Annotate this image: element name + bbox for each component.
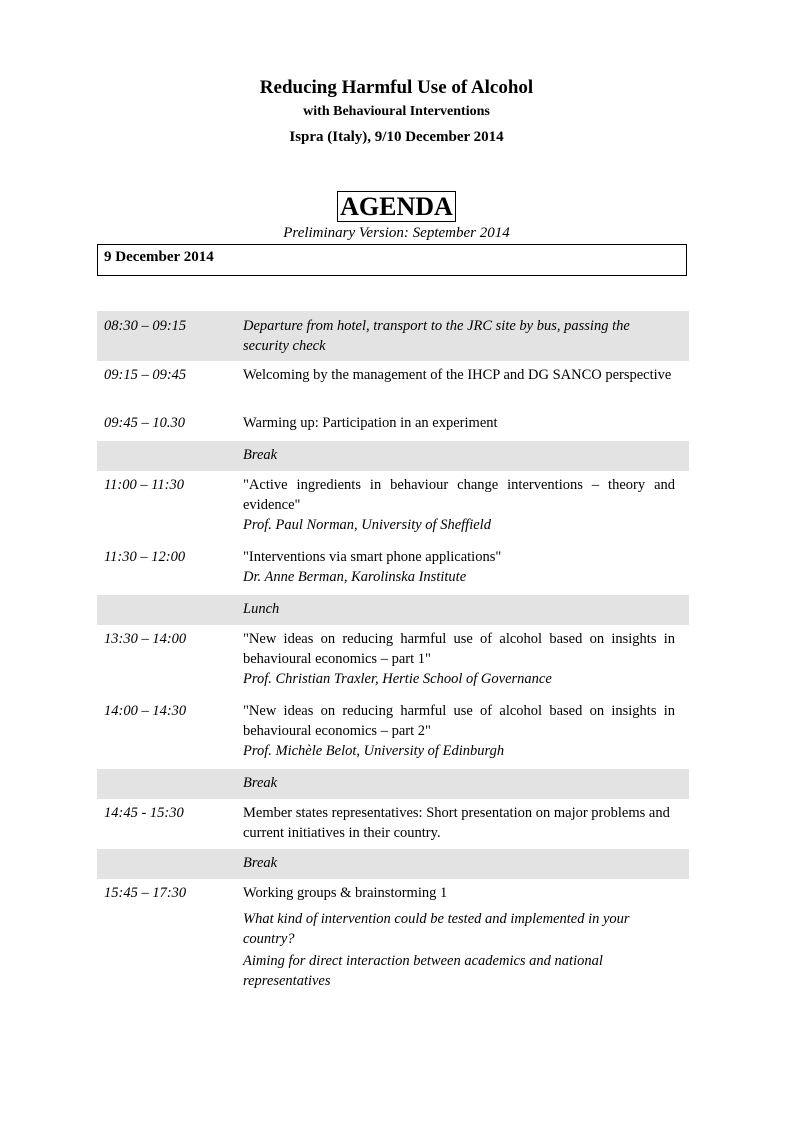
row-line: "Active ingredients in behaviour change interventions – theory and evidence" — [243, 477, 675, 513]
agenda-heading: AGENDA — [337, 191, 456, 222]
row-time: 09:45 – 10.30 — [104, 415, 185, 431]
break-row — [97, 849, 689, 879]
row-line: Working groups & brainstorming 1 — [243, 885, 448, 901]
row-time: 14:45 - 15:30 — [104, 805, 184, 821]
row-description — [243, 773, 675, 793]
document-title: Reducing Harmful Use of Alcohol — [259, 77, 534, 98]
agenda-row — [97, 543, 689, 595]
row-time: 11:30 – 12:00 — [104, 549, 186, 565]
agenda-row — [97, 471, 689, 543]
row-description — [243, 475, 675, 535]
row-line: Member states representatives: Short presentation on major problems and current initiatives in their country. — [243, 805, 670, 841]
row-description — [243, 316, 675, 356]
row-line: Warming up: Participation in an experiment — [243, 415, 498, 431]
row-line: Lunch — [243, 601, 280, 617]
speaker: Dr. Anne Berman, Karolinska Institute — [243, 569, 467, 585]
row-time: 13:30 – 14:00 — [104, 631, 187, 647]
row-description — [243, 547, 675, 587]
break-row — [97, 441, 689, 471]
row-description — [243, 599, 675, 619]
agenda-row — [97, 879, 689, 991]
document-subtitle: with Behavioural Interventions — [303, 104, 490, 119]
row-time: 11:00 – 11:30 — [104, 477, 185, 493]
row-line: Break — [243, 775, 278, 791]
row-line: Welcoming by the management of the IHCP and DG SANCO perspective — [243, 367, 672, 383]
row-description — [243, 853, 675, 873]
row-description — [243, 883, 675, 991]
agenda-heading-wrap — [0, 191, 793, 222]
row-line: "New ideas on reducing harmful use of alcohol based on insights in behavioural economics – part 1" — [243, 631, 675, 667]
row-time: 09:15 – 09:45 — [104, 367, 187, 383]
row-line: "New ideas on reducing harmful use of alcohol based on insights in behavioural economics – part 2" — [243, 703, 675, 739]
row-line: Break — [243, 447, 278, 463]
row-description — [243, 445, 675, 465]
location-date: Ispra (Italy), 9/10 December 2014 — [289, 129, 504, 145]
speaker: Prof. Michèle Belot, University of Edinburgh — [243, 743, 505, 759]
agenda-row — [97, 799, 689, 849]
row-time: 15:45 – 17:30 — [104, 885, 187, 901]
agenda-row — [97, 625, 689, 697]
agenda-row — [97, 311, 689, 361]
row-description — [243, 629, 675, 689]
agenda-row — [97, 409, 689, 441]
row-description — [243, 413, 675, 433]
agenda-row — [97, 361, 689, 409]
version-note: Preliminary Version: September 2014 — [283, 225, 510, 241]
row-line: What kind of intervention could be tested and implemented in your country? — [243, 911, 630, 947]
row-line: Departure from hotel, transport to the JRC site by bus, passing the security check — [243, 318, 630, 354]
break-row — [97, 769, 689, 799]
row-line: "Interventions via smart phone applications" — [243, 549, 502, 565]
row-description — [243, 803, 675, 843]
row-description — [243, 701, 675, 761]
row-description — [243, 365, 675, 385]
row-time: 14:00 – 14:30 — [104, 703, 187, 719]
row-line: Break — [243, 855, 278, 871]
speaker: Prof. Christian Traxler, Hertie School of Governance — [243, 671, 552, 687]
row-time: 08:30 – 09:15 — [104, 318, 187, 334]
row-line: Aiming for direct interaction between academics and national representatives — [243, 953, 603, 989]
speaker: Prof. Paul Norman, University of Sheffield — [243, 517, 491, 533]
lunch-row — [97, 595, 689, 625]
day-header: 9 December 2014 — [97, 244, 687, 276]
agenda-row — [97, 697, 689, 769]
